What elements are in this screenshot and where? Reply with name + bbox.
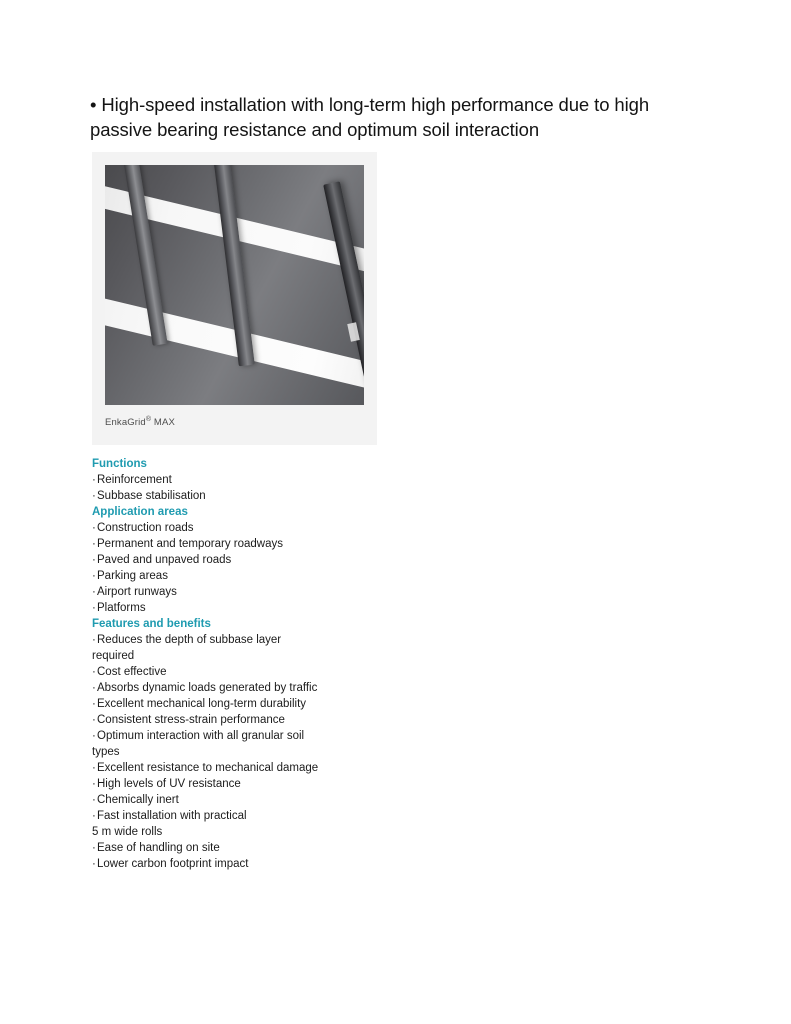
list-item <box>92 552 392 568</box>
list-item <box>92 488 392 504</box>
list-item <box>92 664 392 680</box>
bullet-icon: · <box>92 714 96 726</box>
list-item <box>92 760 392 776</box>
bullet-icon: · <box>92 858 96 870</box>
section-heading-functions: Functions <box>92 458 147 470</box>
figure-caption <box>105 417 175 428</box>
list-item-label: Subbase stabilisation <box>97 490 206 502</box>
list-item <box>92 792 392 808</box>
list-item <box>92 680 392 696</box>
section-heading-application-areas: Application areas <box>92 506 188 518</box>
bullet-icon: · <box>92 474 96 486</box>
list-item-label: Construction roads <box>97 522 194 534</box>
bullet-icon: · <box>92 554 96 566</box>
page-heading: • High-speed installation with long-term high performance due to high passive bearing resistance and optimum soil interaction <box>90 94 650 140</box>
bullet-icon: · <box>92 602 96 614</box>
list-item-label: Excellent mechanical long-term durability <box>97 698 307 710</box>
bullet-icon: · <box>92 522 96 534</box>
list-item-label: Lower carbon footprint impact <box>97 858 249 870</box>
list-item <box>92 472 392 488</box>
bullet-icon: · <box>92 586 96 598</box>
list-item <box>92 840 392 856</box>
list-item <box>92 712 392 728</box>
section-heading-features-and-benefits: Features and benefits <box>92 618 211 630</box>
list-item-label: Parking areas <box>97 570 168 582</box>
bullet-icon: · <box>92 730 96 742</box>
list-item-continuation: 5 m wide rolls <box>92 826 163 838</box>
list-item <box>92 536 392 552</box>
list-item <box>92 584 392 600</box>
bullet-icon: · <box>92 698 96 710</box>
bullet-icon: · <box>92 634 96 646</box>
registered-trademark-icon: ® <box>145 415 152 423</box>
list-item-label: Ease of handling on site <box>97 842 220 854</box>
product-photo-frame <box>105 165 364 405</box>
bullet-icon: · <box>92 762 96 774</box>
list-item-label: Cost effective <box>97 666 167 678</box>
list-item <box>92 728 392 744</box>
list-item-label: Consistent stress-strain performance <box>97 714 285 726</box>
list-item-label: Optimum interaction with all granular soil <box>97 730 305 742</box>
list-item-label: Paved and unpaved roads <box>97 554 232 566</box>
bullet-icon: · <box>92 778 96 790</box>
bullet-icon: · <box>92 538 96 550</box>
list-item-label: Chemically inert <box>97 794 179 806</box>
bullet-icon: · <box>92 570 96 582</box>
specification-list <box>92 456 392 872</box>
geogrid-product-photo <box>105 165 364 405</box>
bullet-icon: · <box>92 490 96 502</box>
list-item-label: Reinforcement <box>97 474 172 486</box>
list-item-continuation: required <box>92 650 135 662</box>
bullet-icon: · <box>92 794 96 806</box>
list-item-continuation: types <box>92 746 120 758</box>
bullet-icon: · <box>92 666 96 678</box>
list-item <box>92 568 392 584</box>
list-item-label: Permanent and temporary roadways <box>97 538 284 550</box>
list-item-label: Absorbs dynamic loads generated by traffic <box>97 682 318 694</box>
list-item-label: Airport runways <box>97 586 177 598</box>
list-item <box>92 632 392 648</box>
list-item <box>92 856 392 872</box>
list-item-label: Fast installation with practical <box>97 810 247 822</box>
list-item <box>92 776 392 792</box>
figure-caption-suffix: MAX <box>151 417 175 428</box>
list-item <box>92 808 392 824</box>
bullet-icon: · <box>92 842 96 854</box>
list-item <box>92 600 392 616</box>
list-item-label: Excellent resistance to mechanical damage <box>97 762 319 774</box>
list-item-label: Platforms <box>97 602 146 614</box>
list-item <box>92 520 392 536</box>
list-item <box>92 696 392 712</box>
figure-caption-name: EnkaGrid <box>105 417 146 428</box>
bullet-icon: · <box>92 810 96 822</box>
bullet-icon: · <box>92 682 96 694</box>
product-figure-card <box>92 152 377 445</box>
list-item-label: High levels of UV resistance <box>97 778 241 790</box>
list-item-label: Reduces the depth of subbase layer <box>97 634 282 646</box>
